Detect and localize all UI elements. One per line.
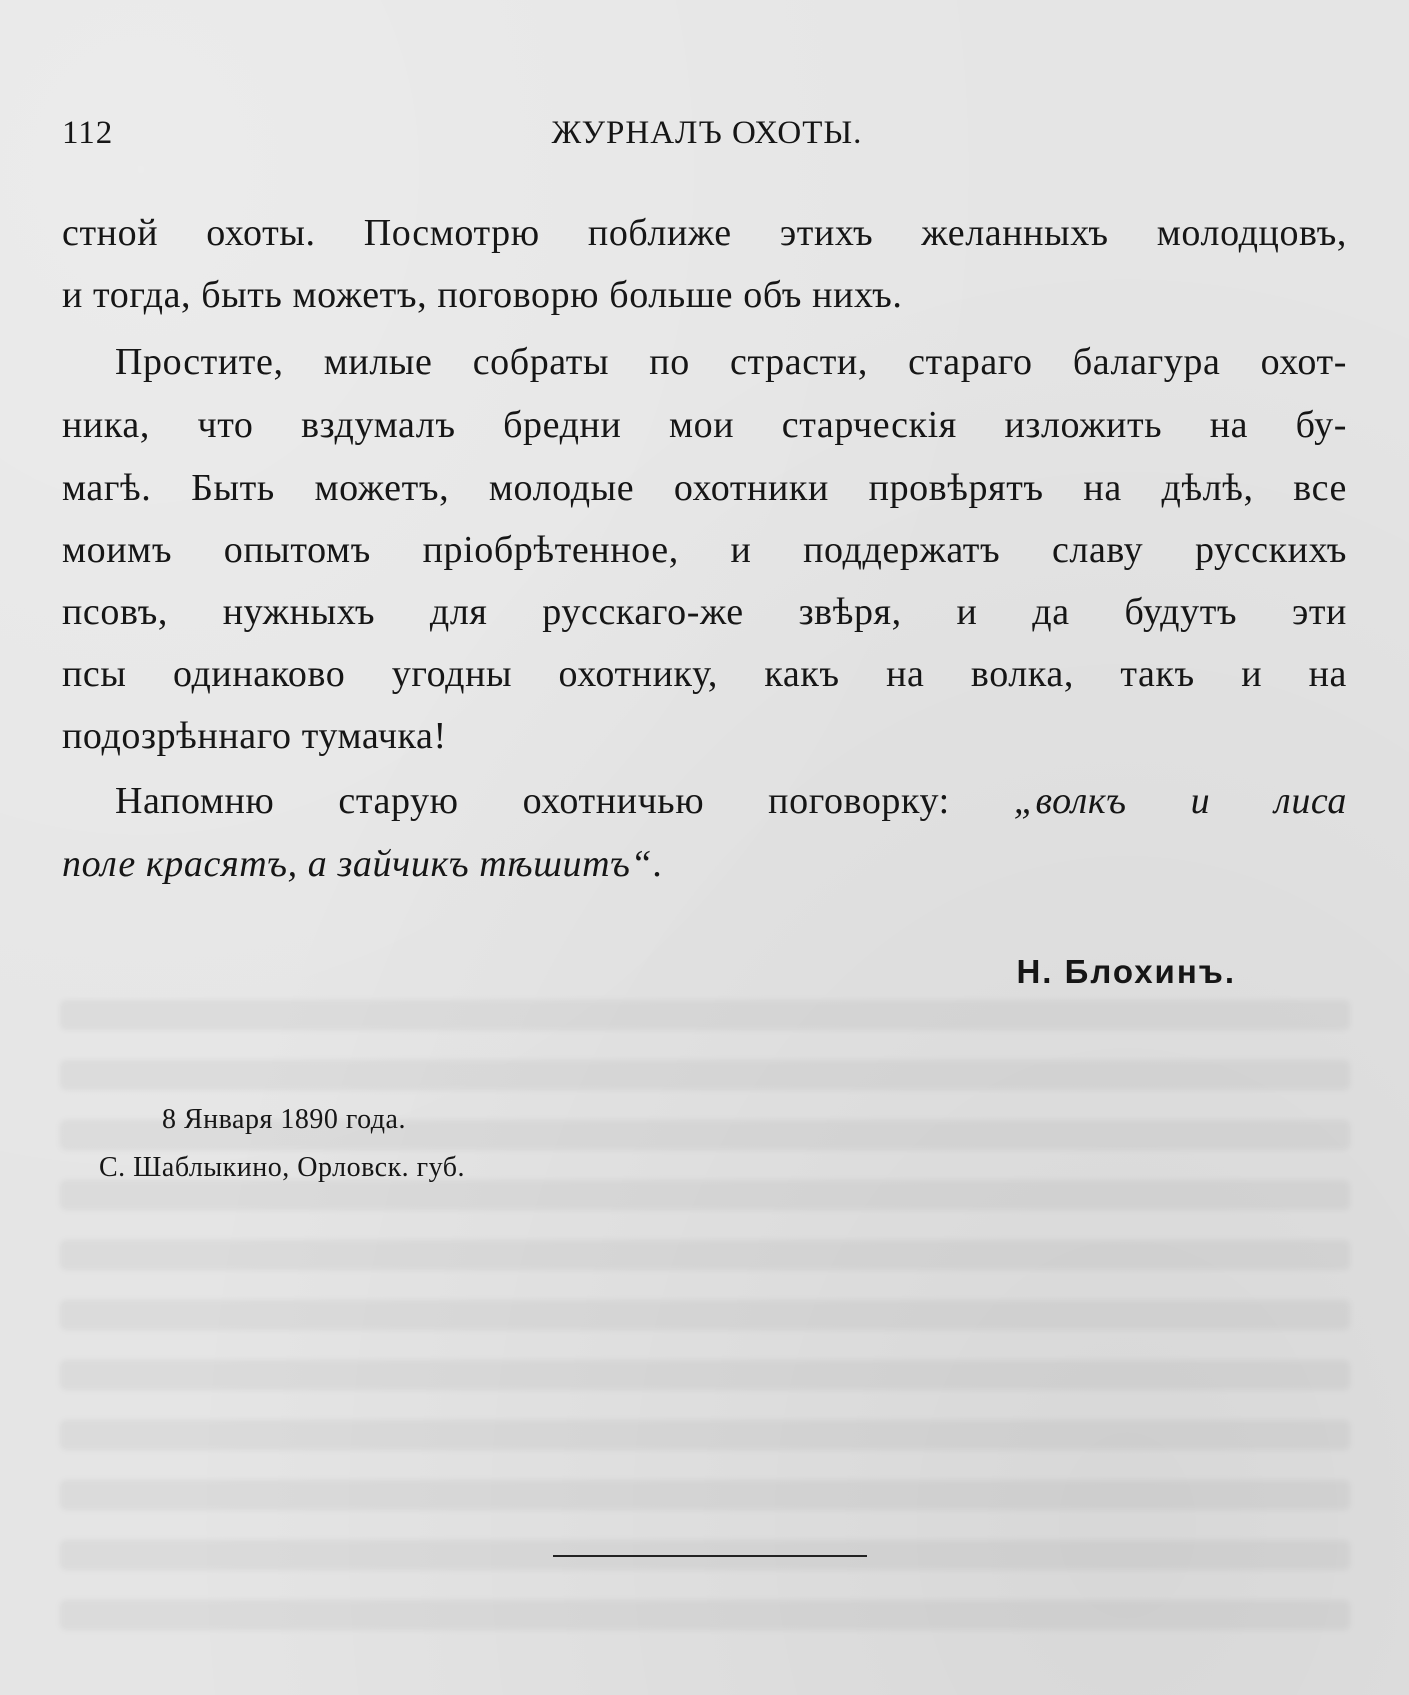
bleed-through-line [60,1240,1350,1270]
text-line: магѣ. Быть можетъ, молодые охотники провѣрятъ на дѣлѣ, все [62,467,1347,509]
page-number: 112 [62,115,114,151]
bleed-through-line [60,1060,1350,1090]
date-line: 8 Января 1890 года. [162,1104,406,1135]
proverb-period: . [652,843,663,885]
bleed-through-line [60,1420,1350,1450]
bleed-through-line [60,1480,1350,1510]
bleed-through-line [60,1000,1350,1030]
text-line: псовъ, нужныхъ для русскаго-же звѣря, и да будутъ эти [62,591,1347,633]
proverb-line [62,841,1347,887]
bleed-through-line [60,1360,1350,1390]
text-line: псы одинаково угодны охотнику, какъ на волка, такъ и на [62,653,1347,695]
text-line: и тогда, быть можетъ, поговорю больше объ нихъ. [62,274,903,316]
place-line: С. Шаблыкино, Орловск. губ. [99,1152,466,1183]
section-divider [553,1555,867,1557]
proverb-line [115,778,1347,824]
proverb-intro: Напомню старую охотничью поговорку: [115,780,950,822]
bleed-through-line [60,1600,1350,1630]
text-line: ника, что вздумалъ бредни мои старческія изложить на бу- [62,404,1347,446]
text-line: моимъ опытомъ пріобрѣтенное, и поддержатъ славу русскихъ [62,529,1347,571]
page-header [62,115,1352,155]
proverb-quote-start: „волкъ и лиса [1013,780,1347,822]
author-signature: Н. Блохинъ. [1016,953,1236,990]
text-line: подозрѣннаго тумачка! [62,715,447,757]
running-title: ЖУРНАЛЪ ОХОТЫ. [551,115,863,151]
proverb-quote-end: поле красятъ, а зайчикъ тѣшитъ“ [62,843,653,885]
bleed-through-line [60,1180,1350,1210]
text-line: Простите, милые собраты по страсти, стараго балагура охот- [115,341,1347,383]
bleed-through-line [60,1300,1350,1330]
text-line: стной охоты. Посмотрю поближе этихъ желанныхъ молодцовъ, [62,212,1347,254]
